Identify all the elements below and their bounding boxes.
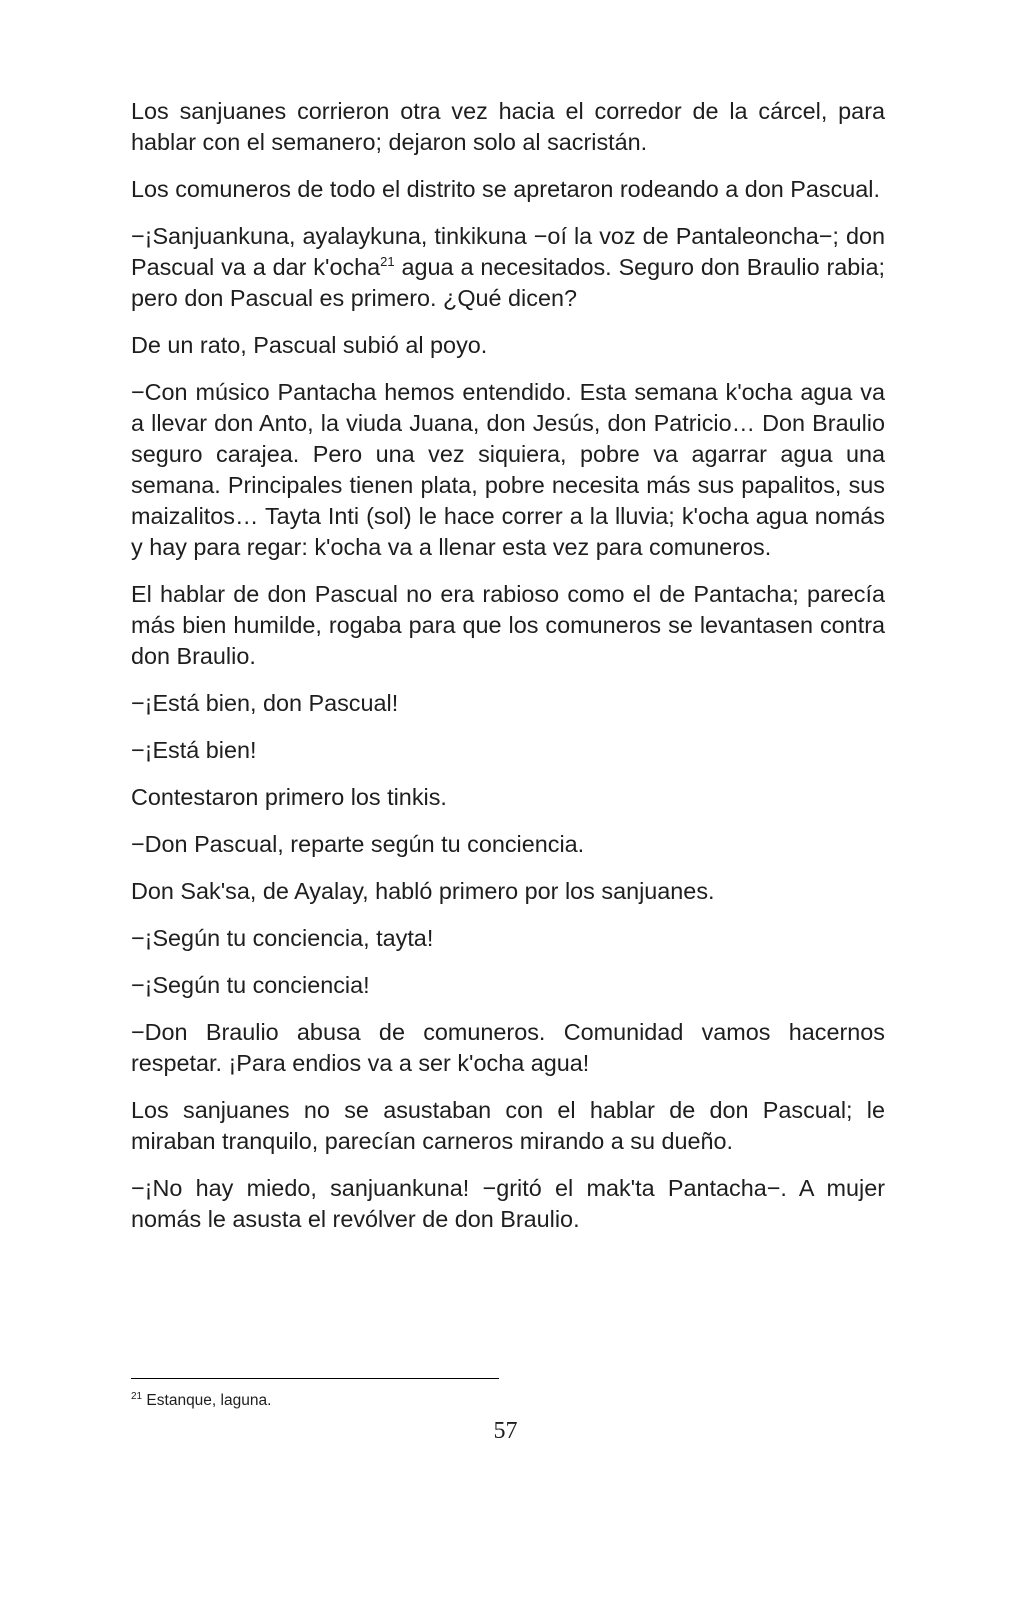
footnote <box>131 1392 271 1410</box>
paragraph-16: −¡No hay miedo, sanjuankuna! −gritó el mak'ta Pantacha−. A mujer nomás le asusta el revólver de don Braulio. <box>131 1175 885 1232</box>
paragraph-6: El hablar de don Pascual no era rabioso como el de Pantacha; parecía más bien humilde, rogaba para que los comuneros se levantasen contra don Braulio. <box>131 581 885 669</box>
paragraph-12: −¡Según tu conciencia, tayta! <box>131 925 434 951</box>
paragraph-9: Contestaron primero los tinkis. <box>131 784 447 810</box>
paragraph-1: Los sanjuanes corrieron otra vez hacia el corredor de la cárcel, para hablar con el semanero; dejaron solo al sacristán. <box>131 98 885 155</box>
footnote-text: Estanque, laguna. <box>142 1392 272 1409</box>
paragraph-5: −Con músico Pantacha hemos entendido. Esta semana k'ocha agua va a llevar don Anto, la viuda Juana, don Jesús, don Patricio… Don Braulio seguro carajea. Pero una vez siquiera, pobre va agarrar agua una semana. Principales tienen plata, pobre necesita más sus papalitos, sus maizalitos… Tayta Inti (sol) le hace correr a la lluvia; k'ocha agua nomás y hay para regar: k'ocha va a llenar esta vez para comuneros. <box>131 379 885 560</box>
page-number-container <box>0 1418 1035 1445</box>
paragraph-8: −¡Está bien! <box>131 737 257 763</box>
paragraph-3-text-b: agua a necesitados. Seguro don Braulio rabia; pero don Pascual es primero. ¿Qué dicen? <box>131 254 885 311</box>
paragraph-4: De un rato, Pascual subió al poyo. <box>131 332 488 358</box>
paragraph-3 <box>131 221 885 314</box>
paragraph-13: −¡Según tu conciencia! <box>131 972 370 998</box>
paragraph-15: Los sanjuanes no se asustaban con el hablar de don Pascual; le miraban tranquilo, parecían carneros mirando a su dueño. <box>131 1097 885 1154</box>
paragraph-2: Los comuneros de todo el distrito se apretaron rodeando a don Pascual. <box>131 176 880 202</box>
paragraph-7: −¡Está bien, don Pascual! <box>131 690 399 716</box>
footnote-separator <box>131 1378 499 1379</box>
footnote-reference[interactable]: 21 <box>380 254 395 269</box>
page-number: 57 <box>493 1418 518 1444</box>
paragraph-10: −Don Pascual, reparte según tu conciencia. <box>131 831 585 857</box>
body-text <box>131 96 885 1251</box>
paragraph-3-text-a: −¡Sanjuankuna, ayalaykuna, tinkikuna −oí la voz de Pantaleoncha−; don Pascual va a dar k'ocha <box>131 223 885 280</box>
footnote-number: 21 <box>131 1391 143 1402</box>
paragraph-14: −Don Braulio abusa de comuneros. Comunidad vamos hacernos respetar. ¡Para endios va a ser k'ocha agua! <box>131 1019 885 1076</box>
paragraph-11: Don Sak'sa, de Ayalay, habló primero por los sanjuanes. <box>131 878 715 904</box>
